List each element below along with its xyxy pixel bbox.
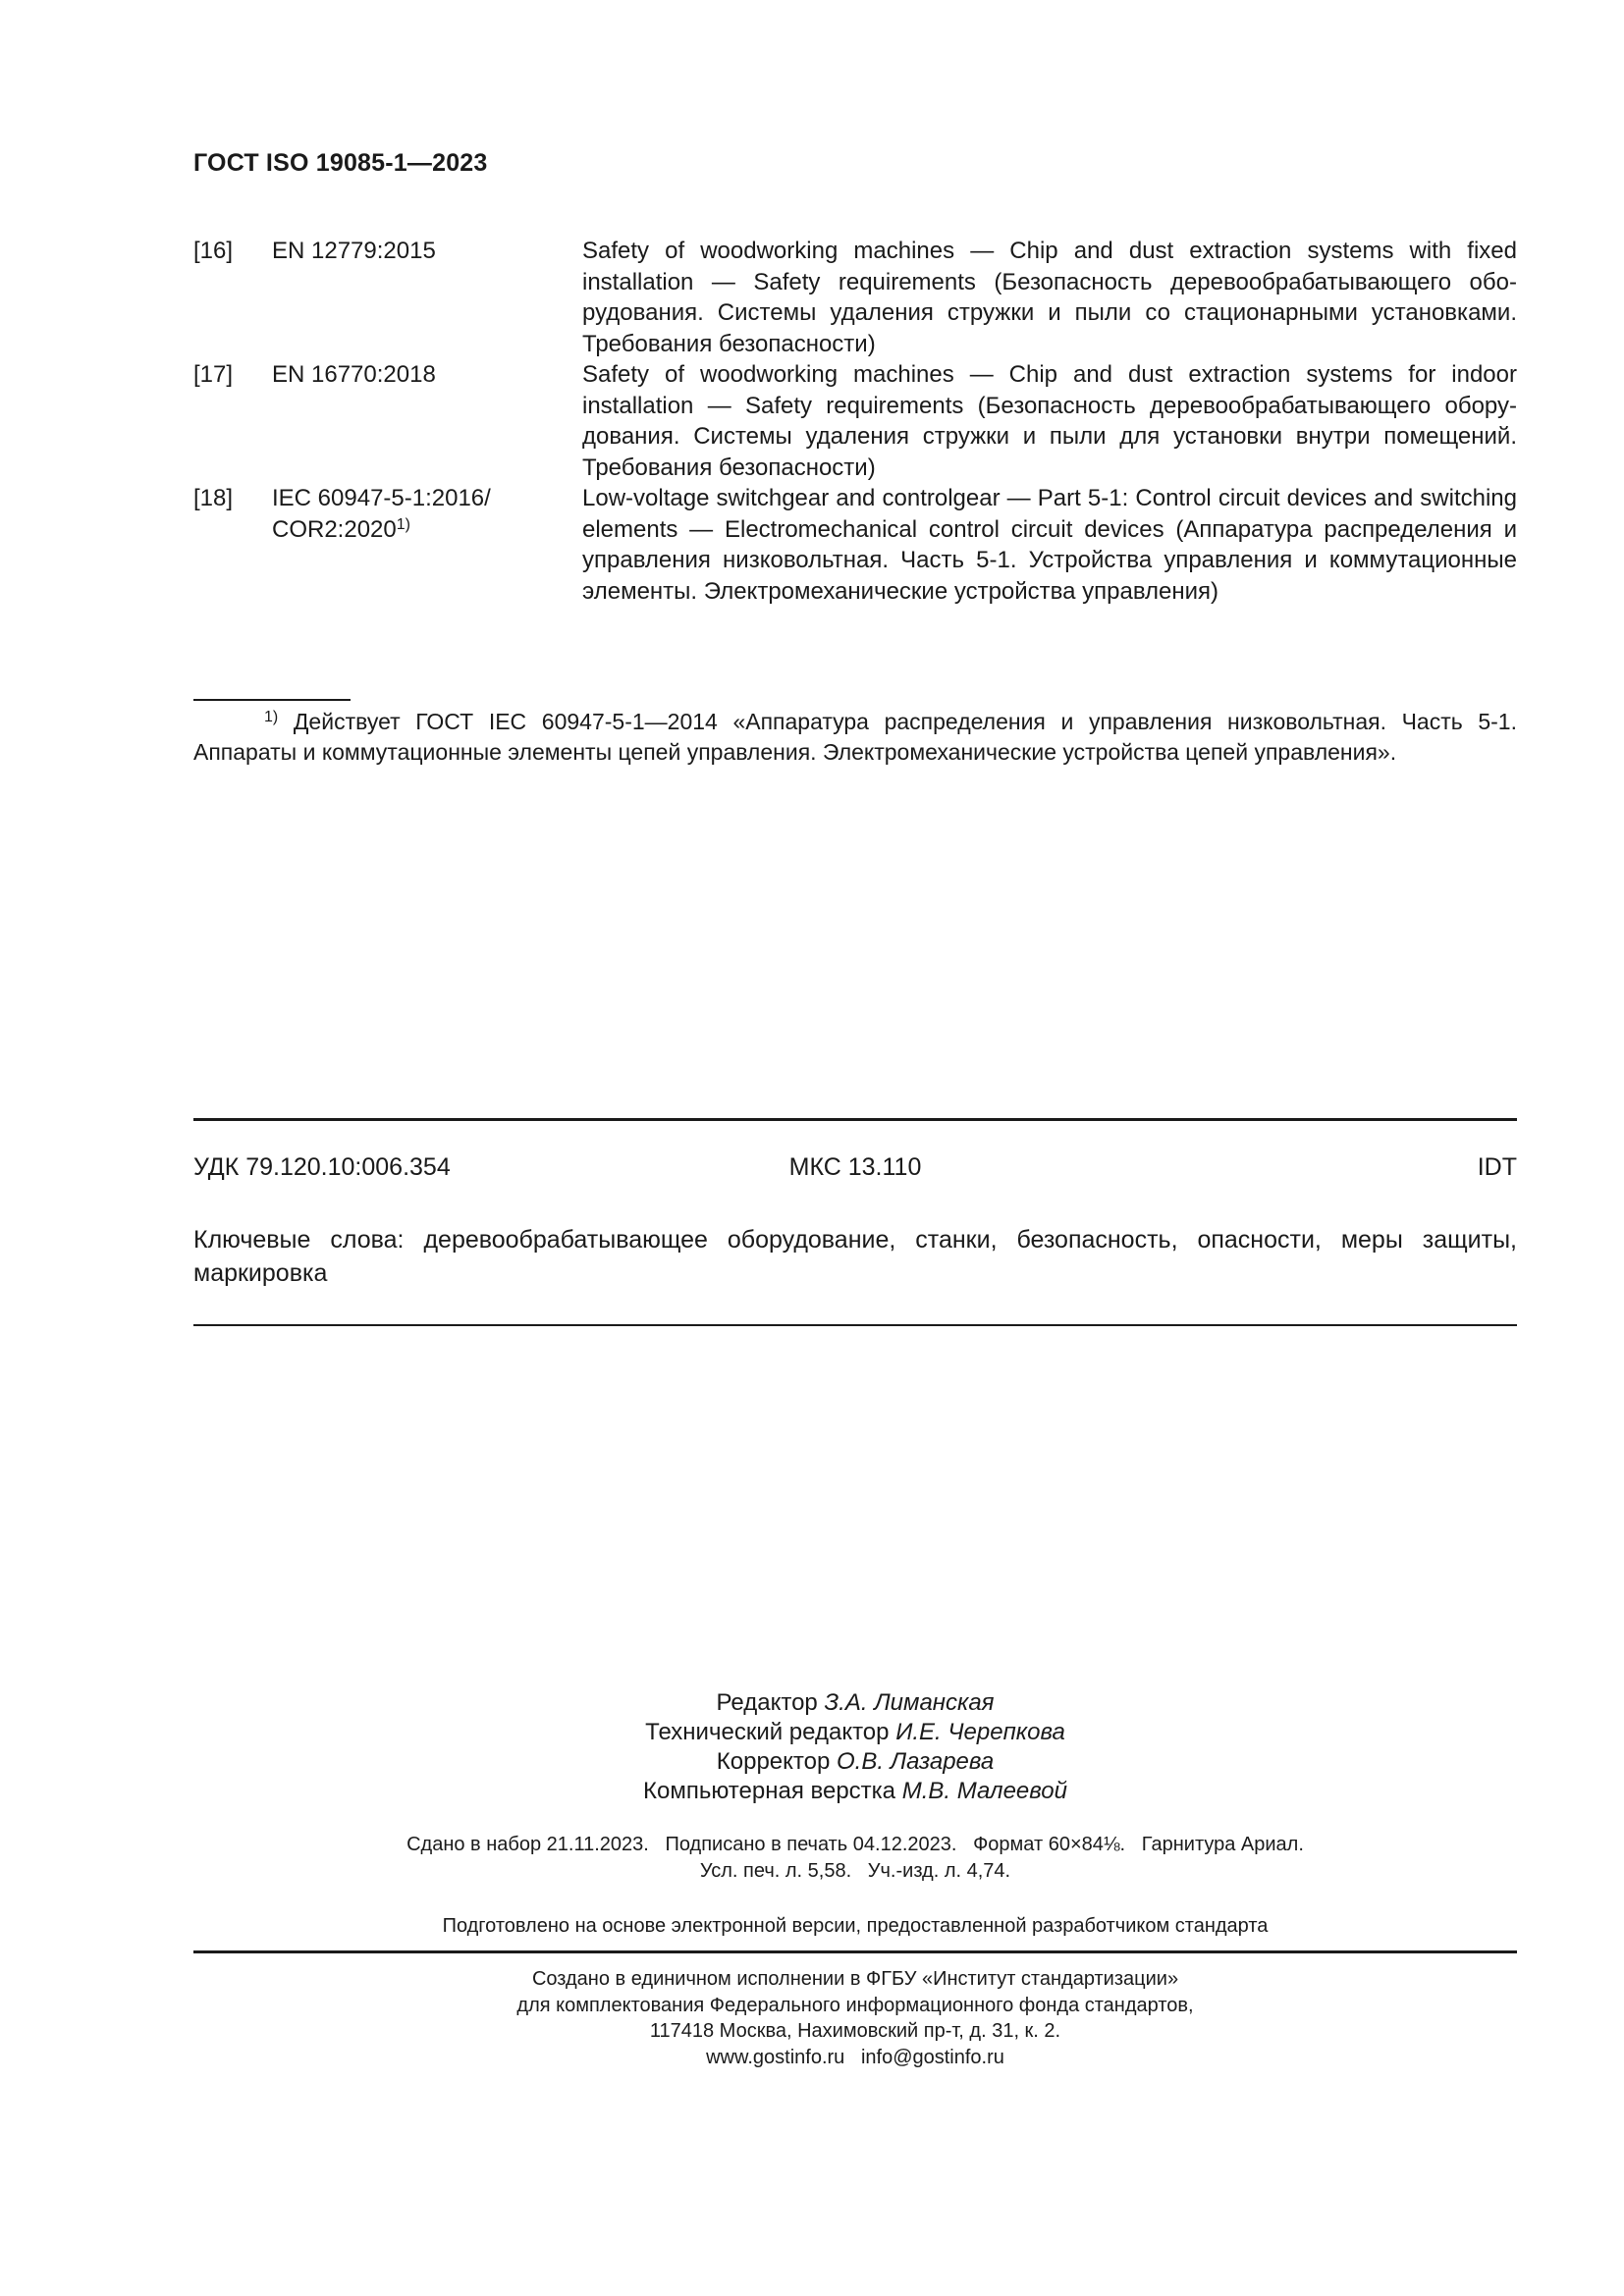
entry-code-cell bbox=[272, 483, 582, 607]
credit-name: З.А. Лиманская bbox=[824, 1689, 995, 1716]
bibliography-table bbox=[193, 236, 1517, 607]
print-info-line: Усл. печ. л. 5,58. Уч.-изд. л. 4,74. bbox=[699, 1860, 1011, 1882]
entry-code: EN 12779:2015 bbox=[272, 238, 436, 264]
footnote-reference: 1) bbox=[396, 515, 410, 533]
entry-code: EN 16770:2018 bbox=[272, 361, 436, 388]
credits-block bbox=[193, 1688, 1517, 1806]
credit-role: Компьютерная верстка bbox=[643, 1778, 896, 1804]
email-link[interactable]: info@gostinfo.ru bbox=[860, 2046, 1004, 2068]
footnote-separator bbox=[193, 699, 351, 701]
credit-line bbox=[193, 1718, 1517, 1747]
divider-publisher bbox=[193, 1950, 1517, 1953]
divider-top bbox=[193, 1118, 1517, 1121]
divider-keywords bbox=[193, 1324, 1517, 1326]
idt-label: IDT bbox=[1477, 1153, 1517, 1181]
entry-title: Safety of woodworking machines — Chip and dust extraction systems with fixed installation — Safety requirements (Безопасность деревообрабатывающего оборудования. Системы удаления стружки и пыли со стационарными установками. Требования безопасности) bbox=[582, 238, 1517, 357]
bibliography-entry bbox=[193, 483, 1517, 607]
keywords: Ключевые слова: деревообрабатывающее оборудование, станки, безопасность, опасности, меры защиты, маркировка bbox=[193, 1226, 1517, 1287]
publisher-contacts bbox=[193, 2045, 1517, 2071]
credit-line bbox=[193, 1688, 1517, 1718]
credit-role: Редактор bbox=[716, 1689, 818, 1716]
print-info-line: Сдано в набор 21.11.2023. Подписано в печать 04.12.2023. Формат 60×84⅛. Гарнитура Ариал. bbox=[406, 1834, 1304, 1855]
entry-code: IEC 60947-5-1:2016/ COR2:2020 bbox=[272, 485, 491, 543]
prepared-note: Подготовлено на основе электронной версии, предоставленной разработчиком стандарта bbox=[442, 1915, 1269, 1937]
bibliography-entry bbox=[193, 236, 1517, 359]
publisher-block bbox=[193, 1966, 1517, 2070]
website-link[interactable]: www.gostinfo.ru bbox=[706, 2046, 845, 2068]
credit-name: И.Е. Черепкова bbox=[895, 1719, 1065, 1745]
publisher-line: 117418 Москва, Нахимовский пр-т, д. 31, к. 2. bbox=[649, 2020, 1061, 2042]
footnote-marker: 1) bbox=[264, 709, 279, 725]
entry-number: [17] bbox=[193, 361, 234, 388]
bibliography-entry bbox=[193, 359, 1517, 483]
udk-code: УДК 79.120.10:006.354 bbox=[193, 1153, 451, 1181]
entry-title: Low-voltage switchgear and controlgear — Part 5-1: Control circuit devices and switching elements — Electromechanical control circuit devices (Аппаратура распределения и управления низковольтная. Часть 5-1. Устройства управления и коммутационные элементы. Электромеханические устройства управления) bbox=[582, 485, 1517, 605]
credit-name: О.В. Лазарева bbox=[837, 1748, 995, 1775]
print-info bbox=[193, 1832, 1517, 1885]
entry-number: [16] bbox=[193, 238, 234, 264]
publisher-line: для комплектования Федерального информационного фонда стандартов, bbox=[516, 1994, 1194, 2016]
credit-name: М.В. Малеевой bbox=[901, 1778, 1067, 1804]
credit-line bbox=[193, 1747, 1517, 1777]
credit-role: Корректор bbox=[716, 1748, 831, 1775]
footnote bbox=[193, 707, 1517, 768]
publisher-line: Создано в единичном исполнении в ФГБУ «Институт стандартизации» bbox=[531, 1968, 1179, 1990]
document-number: ГОСТ ISO 19085-1—2023 bbox=[193, 149, 488, 177]
mks-code: МКС 13.110 bbox=[788, 1153, 922, 1181]
credit-line bbox=[193, 1777, 1517, 1806]
credit-role: Технический редактор bbox=[645, 1719, 890, 1745]
entry-title: Safety of woodworking machines — Chip and dust extraction systems for indoor installation — Safety requirements (Безопасность деревообрабатывающего оборудования. Системы удаления стружки и пыли для установки внутри помещений. Требования безопасности) bbox=[582, 361, 1517, 481]
entry-number: [18] bbox=[193, 485, 234, 511]
footnote-text: Действует ГОСТ IEC 60947-5-1—2014 «Аппаратура распределения и управления низковольтная. Часть 5-1. Аппараты и коммутационные элементы цепей управления. Электромеханические устройства цепей управления». bbox=[193, 709, 1517, 765]
